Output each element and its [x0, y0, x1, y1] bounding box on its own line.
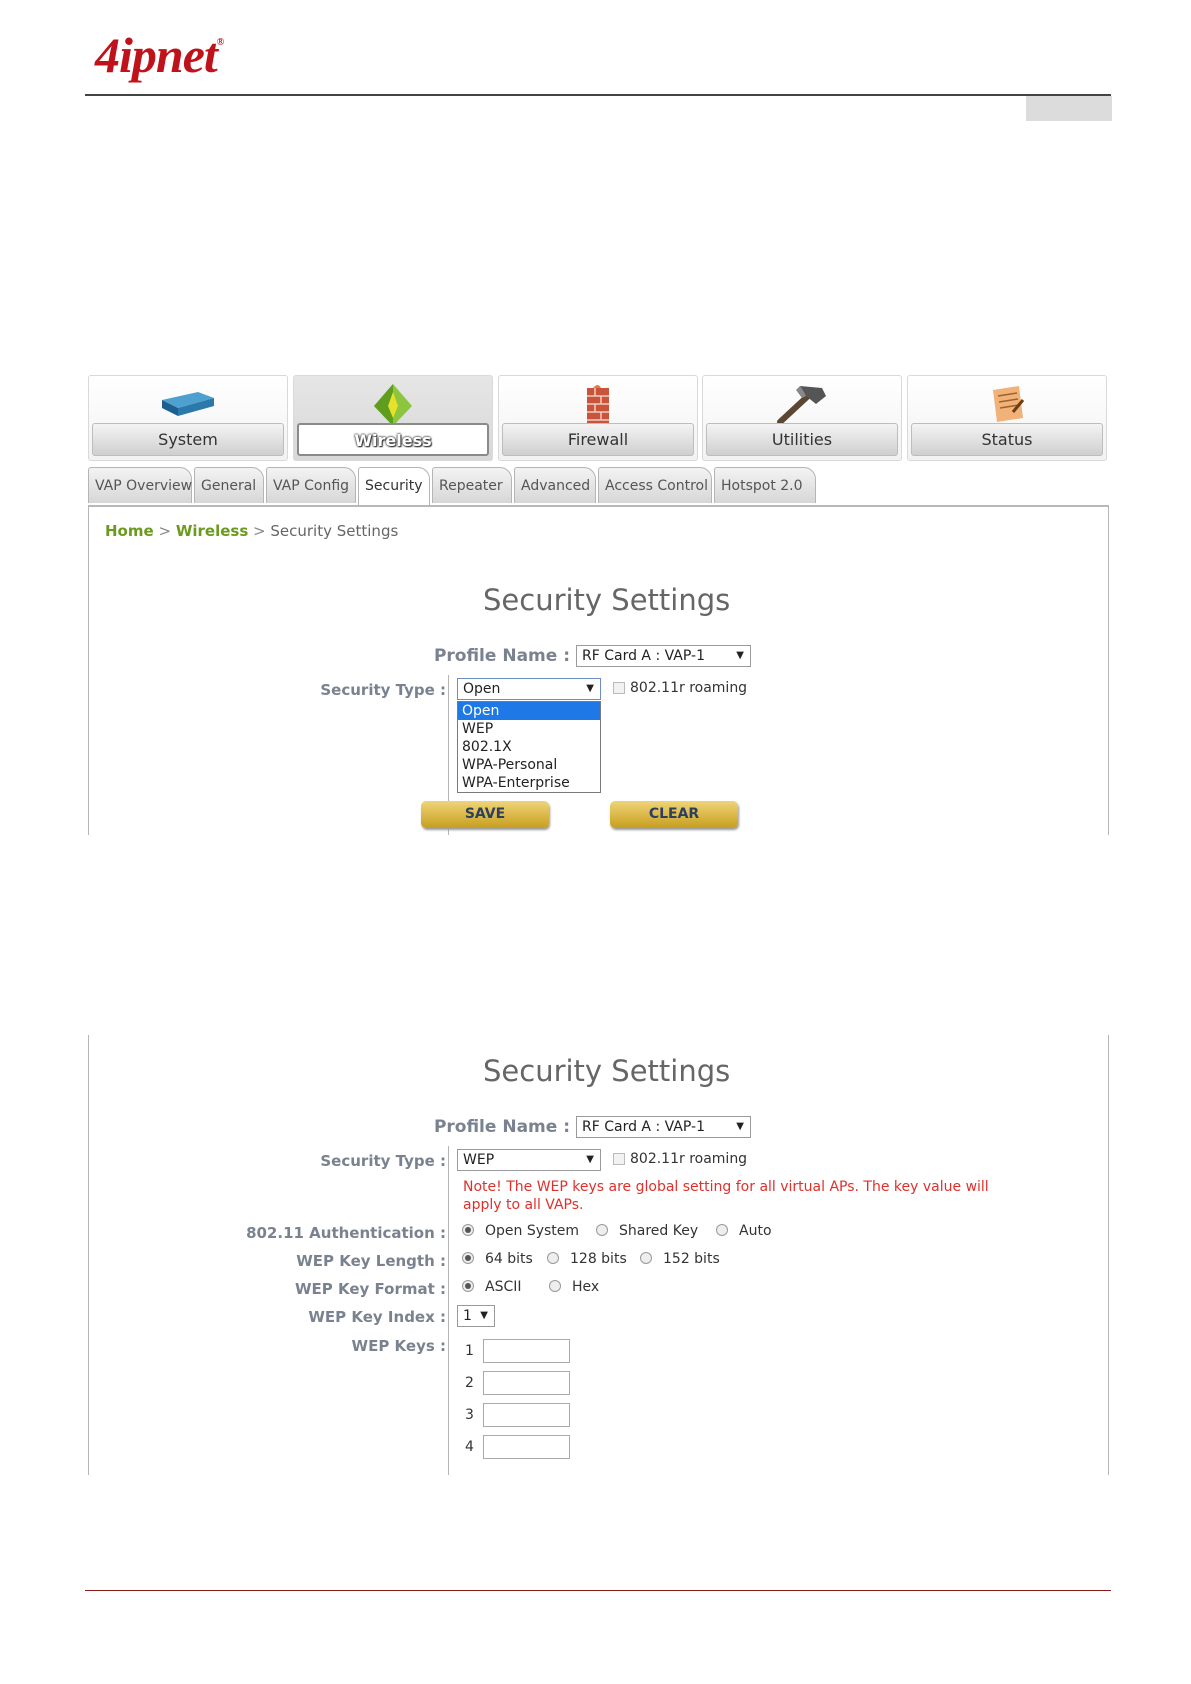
tab-general[interactable]: General [194, 467, 264, 503]
auth-open-label: Open System [485, 1223, 580, 1239]
chevron-down-icon: ▼ [480, 1310, 488, 1321]
tab-vap-overview[interactable]: VAP Overview [88, 467, 192, 503]
key-length-label: WEP Key Length : [296, 1252, 446, 1270]
nav-system[interactable] [88, 375, 288, 461]
tab-hotspot[interactable]: Hotspot 2.0 [714, 467, 816, 503]
auth-open-radio[interactable] [462, 1224, 474, 1236]
roaming-label-2: 802.11r roaming [630, 1151, 748, 1167]
keylen-128-label: 128 bits [570, 1251, 627, 1267]
panel-border-left [88, 505, 89, 835]
wep-key-3-input[interactable] [483, 1403, 570, 1427]
nav-utilities[interactable] [702, 375, 902, 461]
page-title-2: Security Settings [483, 1054, 731, 1088]
chevron-down-icon: ▼ [736, 1121, 744, 1132]
key-index-label: WEP Key Index : [308, 1308, 446, 1326]
auth-shared-label: Shared Key [619, 1223, 699, 1239]
clear-button[interactable]: CLEAR [610, 801, 738, 828]
option-wep[interactable]: WEP [462, 721, 494, 737]
breadcrumb-current: Security Settings [270, 522, 399, 540]
nav-wireless-label: Wireless [297, 423, 489, 456]
security-type-select-2[interactable]: WEP ▼ [457, 1149, 601, 1171]
chevron-down-icon: ▼ [736, 650, 744, 661]
breadcrumb-home[interactable]: Home [105, 522, 154, 540]
wep-keys-label: WEP Keys : [351, 1337, 446, 1355]
security-type-label: Security Type : [320, 681, 446, 699]
auth-label: 802.11 Authentication : [246, 1224, 446, 1242]
sub-tab-bar [88, 467, 1108, 507]
wep-key-2-input[interactable] [483, 1371, 570, 1395]
tab-advanced[interactable]: Advanced [514, 467, 596, 503]
keylen-64-label: 64 bits [485, 1251, 533, 1267]
roaming-checkbox-2[interactable] [613, 1153, 625, 1165]
nav-status-label: Status [911, 423, 1103, 456]
option-wpa-enterprise[interactable]: WPA-Enterprise [462, 775, 570, 791]
option-wpa-personal[interactable]: WPA-Personal [462, 757, 558, 773]
option-open[interactable]: Open [458, 702, 600, 720]
nav-status[interactable] [907, 375, 1107, 461]
company-logo: 4ipnet® [95, 27, 224, 83]
wep-note: Note! The WEP keys are global setting for all virtual APs. The key value will apply to all VAPs. [463, 1179, 989, 1213]
breadcrumb-wireless[interactable]: Wireless [175, 522, 249, 540]
key-number-4: 4 [465, 1439, 474, 1455]
breadcrumb: Home > Wireless > Security Settings [105, 522, 399, 540]
form-divider-2 [448, 1146, 449, 1475]
roaming-label: 802.11r roaming [630, 680, 748, 696]
page-title: Security Settings [483, 583, 731, 617]
keyfmt-ascii-label: ASCII [485, 1279, 522, 1295]
option-8021x[interactable]: 802.1X [462, 739, 512, 755]
keyfmt-hex-label: Hex [572, 1279, 600, 1295]
profile-name-label-2: Profile Name : [433, 1117, 570, 1137]
key-number-2: 2 [465, 1375, 474, 1391]
key-number-3: 3 [465, 1407, 474, 1423]
nav-utilities-label: Utilities [706, 423, 898, 456]
keylen-152-radio[interactable] [640, 1252, 652, 1264]
keylen-64-radio[interactable] [462, 1252, 474, 1264]
key-format-label: WEP Key Format : [294, 1280, 446, 1298]
footer-divider [85, 1590, 1111, 1591]
nav-firewall-label: Firewall [502, 423, 694, 456]
tab-vap-config[interactable]: VAP Config [266, 467, 356, 503]
key-index-select[interactable]: 1 ▼ [457, 1305, 495, 1327]
save-button[interactable]: SAVE [421, 801, 549, 828]
profile-name-select-2[interactable]: RF Card A : VAP-1 ▼ [576, 1116, 751, 1138]
wep-key-4-input[interactable] [483, 1435, 570, 1459]
panel2-border-left [88, 1035, 89, 1475]
keyfmt-hex-radio[interactable] [549, 1280, 561, 1292]
roaming-checkbox[interactable] [613, 682, 625, 694]
switch-icon [158, 382, 218, 426]
header-page-tab [1026, 96, 1112, 121]
profile-name-label: Profile Name : [433, 646, 570, 666]
keylen-152-label: 152 bits [663, 1251, 720, 1267]
nav-firewall[interactable] [498, 375, 698, 461]
nav-wireless[interactable] [293, 375, 493, 461]
tab-security[interactable]: Security [358, 467, 430, 505]
auth-shared-radio[interactable] [596, 1224, 608, 1236]
tab-access-control[interactable]: Access Control [598, 467, 712, 503]
security-type-label-2: Security Type : [320, 1152, 446, 1170]
profile-name-select[interactable]: RF Card A : VAP-1 ▼ [576, 645, 751, 667]
nav-system-label: System [92, 423, 284, 456]
keyfmt-ascii-radio[interactable] [462, 1280, 474, 1292]
wep-key-1-input[interactable] [483, 1339, 570, 1363]
panel2-border-right [1108, 1035, 1109, 1475]
chevron-down-icon: ▼ [586, 683, 594, 694]
tab-repeater[interactable]: Repeater [432, 467, 512, 503]
panel-border-right [1108, 505, 1109, 835]
keylen-128-radio[interactable] [547, 1252, 559, 1264]
security-type-dropdown [457, 701, 601, 793]
key-number-1: 1 [465, 1343, 474, 1359]
header-divider [85, 94, 1111, 96]
chevron-down-icon: ▼ [586, 1154, 594, 1165]
security-type-select[interactable]: Open ▼ [457, 678, 601, 700]
auth-auto-radio[interactable] [716, 1224, 728, 1236]
auth-auto-label: Auto [739, 1223, 772, 1239]
